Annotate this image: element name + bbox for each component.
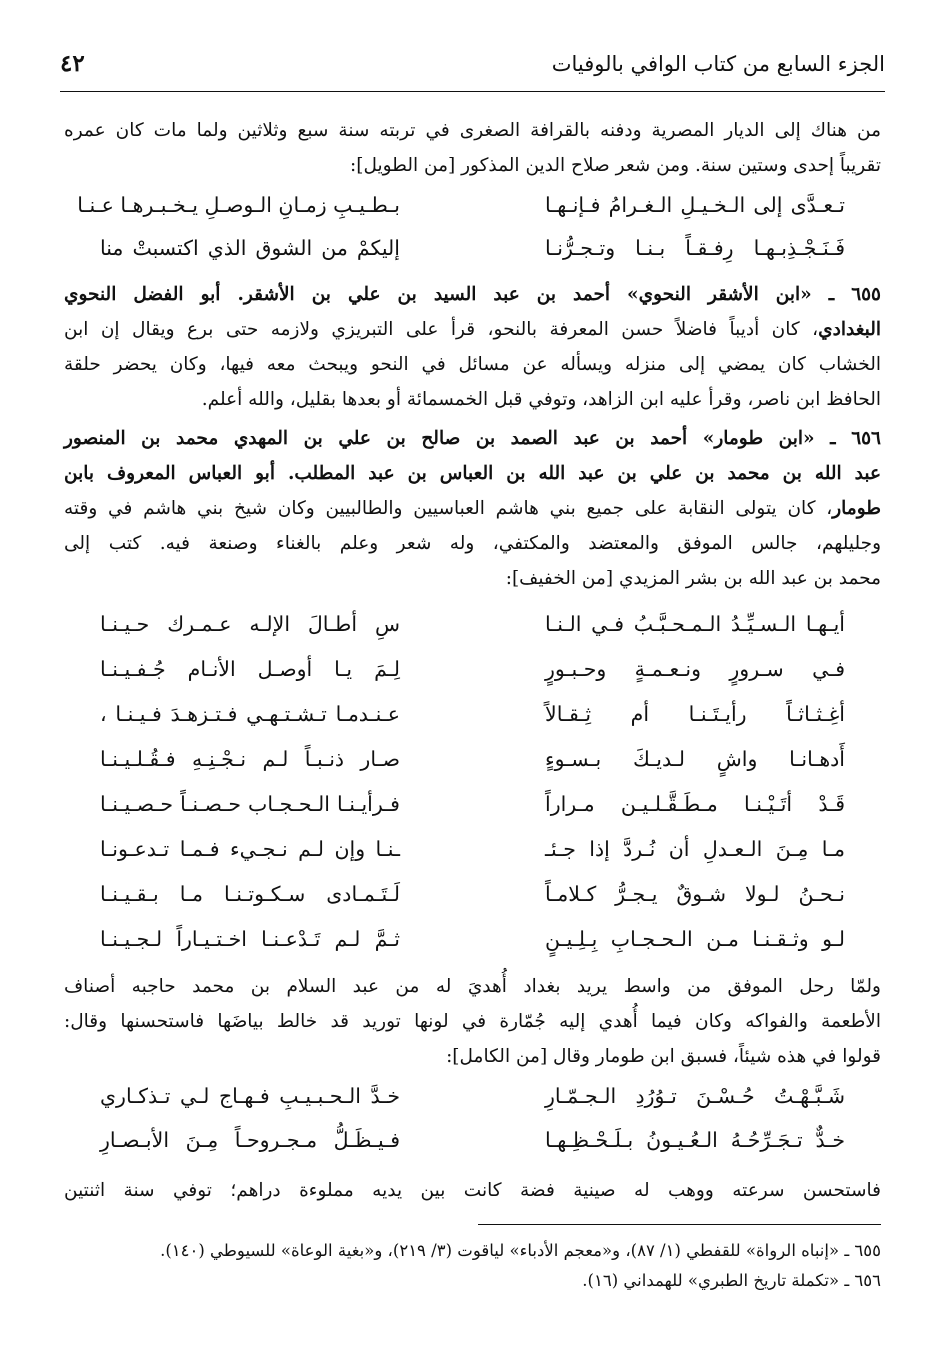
verse-first-hemistich: أيـهـا الـسـيِّـدُ الـمـحـبَّـبُ فـي الـنـا [545,612,845,636]
verse [64,657,881,701]
text-line: الحافظ ابن ناصر، وقرأ عليه ابن الزاهد، وتوفي قبل الخمسمائة أو بعدها بقليل، والله أعلم. [201,389,881,410]
text-line [64,315,881,345]
verse [64,193,881,237]
entry-655-name: البغدادي [818,319,881,340]
verse-first-hemistich: لـو وثـقـنـا مـن الـحـجـابِ بِـلِـيـنٍ [545,927,845,951]
verse [64,236,881,280]
page-number: ٤٢ [60,50,85,77]
verse [64,882,881,926]
verse [64,612,881,656]
running-title: الجزء السابع من كتاب الوافي بالوفيات [551,52,885,76]
text-line: الخشاب كان يمضي إلى منزله ويسأله عن مسائل في النحو ويبحث معه فيها، وكان يحضر حلقة [64,354,881,375]
entry-656-heading: ٦٥٦ ـ «ابن طومار» أحمد بن عبد الصمد بن صالح بن علي بن المهدي محمد بن المنصور [64,428,881,449]
verse [64,927,881,971]
text-line: محمد بن عبد الله بن بشر المزيدي [من الخفيف]: [505,568,881,589]
verse-second-hemistich: عـنـدمـا تـشـتـهـي فـتـزهـدَ فـيـنـا ، [100,702,400,726]
entry-656-heading-cont: عبد الله بن محمد بن علي بن عبد الله بن العباس بن عبد المطلب. أبو العباس المعروف بابن [64,463,881,484]
text-line: تقريباً إحدى وستين سنة. ومن شعر صلاح الدين المذكور [من الطويل]: [350,155,881,176]
verse-second-hemistich: ثـمَّ لـم تَـدْعـنـا اخـتـيـاراً لـجـيـنـا [100,927,400,951]
footnote: ٦٥٥ ـ «إنباه الرواة» للقفطي (١/ ٨٧)، و«معجم الأدباء» لياقوت (٣/ ٢١٩)، و«بغية الوعاة» للسيوطي (١٤٠). [160,1241,881,1260]
verse-first-hemistich: أغِـثـاثـاً رأيـتَـنـا أم ثِـقـالاً [545,702,845,726]
running-header [60,46,885,86]
footnote-rule [478,1224,881,1225]
verse-first-hemistich: شَـبَّـهْـتُ حُـسْـنَ تـوُرُدِ الـجـمّـارِ [545,1084,845,1108]
verse [64,792,881,836]
verse-second-hemistich: صـار ذنـبـاً لـم نـجْـنِـهِ فـقُـلـيـنـا [100,747,400,771]
verse-first-hemistich: قَـدْ أتَـيْـنـا مـطَـقَّـلـيـن مـراراً [545,792,845,816]
entry-656-name: طومار [832,498,881,519]
entry-656-text: ، كان يتولى النقابة على جميع بني هاشم العباسيين والطالبيين وكان شيخ بني هاشم في وقته [64,498,833,519]
verse [64,837,881,881]
text-line: وجليلهم، جالس الموفق والمعتضد والمكتفي، وله شعر وعلم بالغناء وصنعة فيه. كتب إلى [64,533,881,554]
footnote: ٦٥٦ ـ «تكملة تاريخ الطبري» للهمداني (١٦). [582,1271,881,1290]
verse-first-hemistich: خـدٌّ تـجَـرِّحُـهُ الـعُـيـونُ بـلَـحْـظِـهـا [545,1128,845,1152]
verse-first-hemistich: أَدهـانـا واشٍ لـديـكَ بـسـوءٍ [545,747,845,771]
verse-first-hemistich: مـا مِـنَ الـعـدلِ أن نُـردَّ إذا جـئـ [545,837,845,861]
text-line: من هناك إلى الديار المصرية ودفنه بالقرافة الصغرى في تربته سنة سبع وثلاثين ولما مات كان عمره [64,120,881,141]
text-line: الأطعمة والفواكه وكان فيما أُهدي إليه جُمّارة في لونها توريد قد خالط بياضَها فاستحسنها وقال: [64,1011,881,1032]
verse-first-hemistich: فـي سـرورٍ ونـعـمـةٍ وحـبـورٍ [545,657,845,681]
verse [64,1128,881,1172]
text-line [64,494,881,524]
verse-second-hemistich: لِـمَ يـا أوصـل الأنـام جُـفـيـنـا [100,657,400,681]
verse-second-hemistich: فـيـظَـلُّ مـجـروحـاً مِـنَ الأبـصـارِ [100,1128,400,1152]
text-line: قولوا في هذه شيئاً، فسبق ابن طومار وقال [من الكامل]: [446,1046,881,1067]
entry-655-heading: ٦٥٥ ـ «ابن الأشقر النحوي» أحمد بن عبد السيد بن علي بن الأشقر. أبو الفضل النحوي [64,284,881,305]
verse-second-hemistich: ـنـا وإن لـم نـجـيء فـمـا تـدعـونـا [100,837,400,861]
verse-second-hemistich: بـطـيـبِ زمـانِ الـوصـلِ يـخـبـرهـا عـنـا [77,193,400,217]
verse-second-hemistich: لَـتَـمـادى سـكـوتـنـا مـا بـقـيـنـا [100,882,400,906]
header-rule [60,91,885,92]
verse-second-hemistich: فـرأيـنـا الـحـجـاب حـصـنـاً حـصـيـنـا [100,792,400,816]
verse-first-hemistich: نـحـنُ لـولا شـوقٌ يـجـرُّ كـلامـاً [545,882,845,906]
verse-second-hemistich: سِ أطـالَ الإلـه عـمـرك حـيـنـا [100,612,400,636]
verse-first-hemistich: فَـنَـجْـذِبـهـا رِفـقـاً بـنـا وتـجـرُّنـا [545,236,845,260]
verse [64,702,881,746]
text-line: فاستحسن سرعته ووهب له صينية فضة كانت بين يديه مملوءة دراهم؛ توفي سنة اثنتين [64,1180,881,1201]
entry-655-text: ، كان أديباً فاضلاً حسن المعرفة بالنحو، قرأ على التبريزي ولازمه حتى برع ويقال إن ابن [64,319,819,340]
verse-second-hemistich: خـدَّ الـحـبـيـبِ فـهـاج لـي تـذكـاري [100,1084,400,1108]
verse [64,1084,881,1128]
verse-second-hemistich: إليكمْ من الشوق الذي اكتسبتْ منا [100,236,400,260]
text-line: ولمّا رحل الموفق من واسط يريد بغداد أُهديَ له من عبد السلام بن محمد حاجبه أصناف [64,976,881,997]
verse-first-hemistich: تـعـدَّى إلى الـخـيـلِ الـغـرامُ فـإنـهـا [545,193,845,217]
verse [64,747,881,791]
